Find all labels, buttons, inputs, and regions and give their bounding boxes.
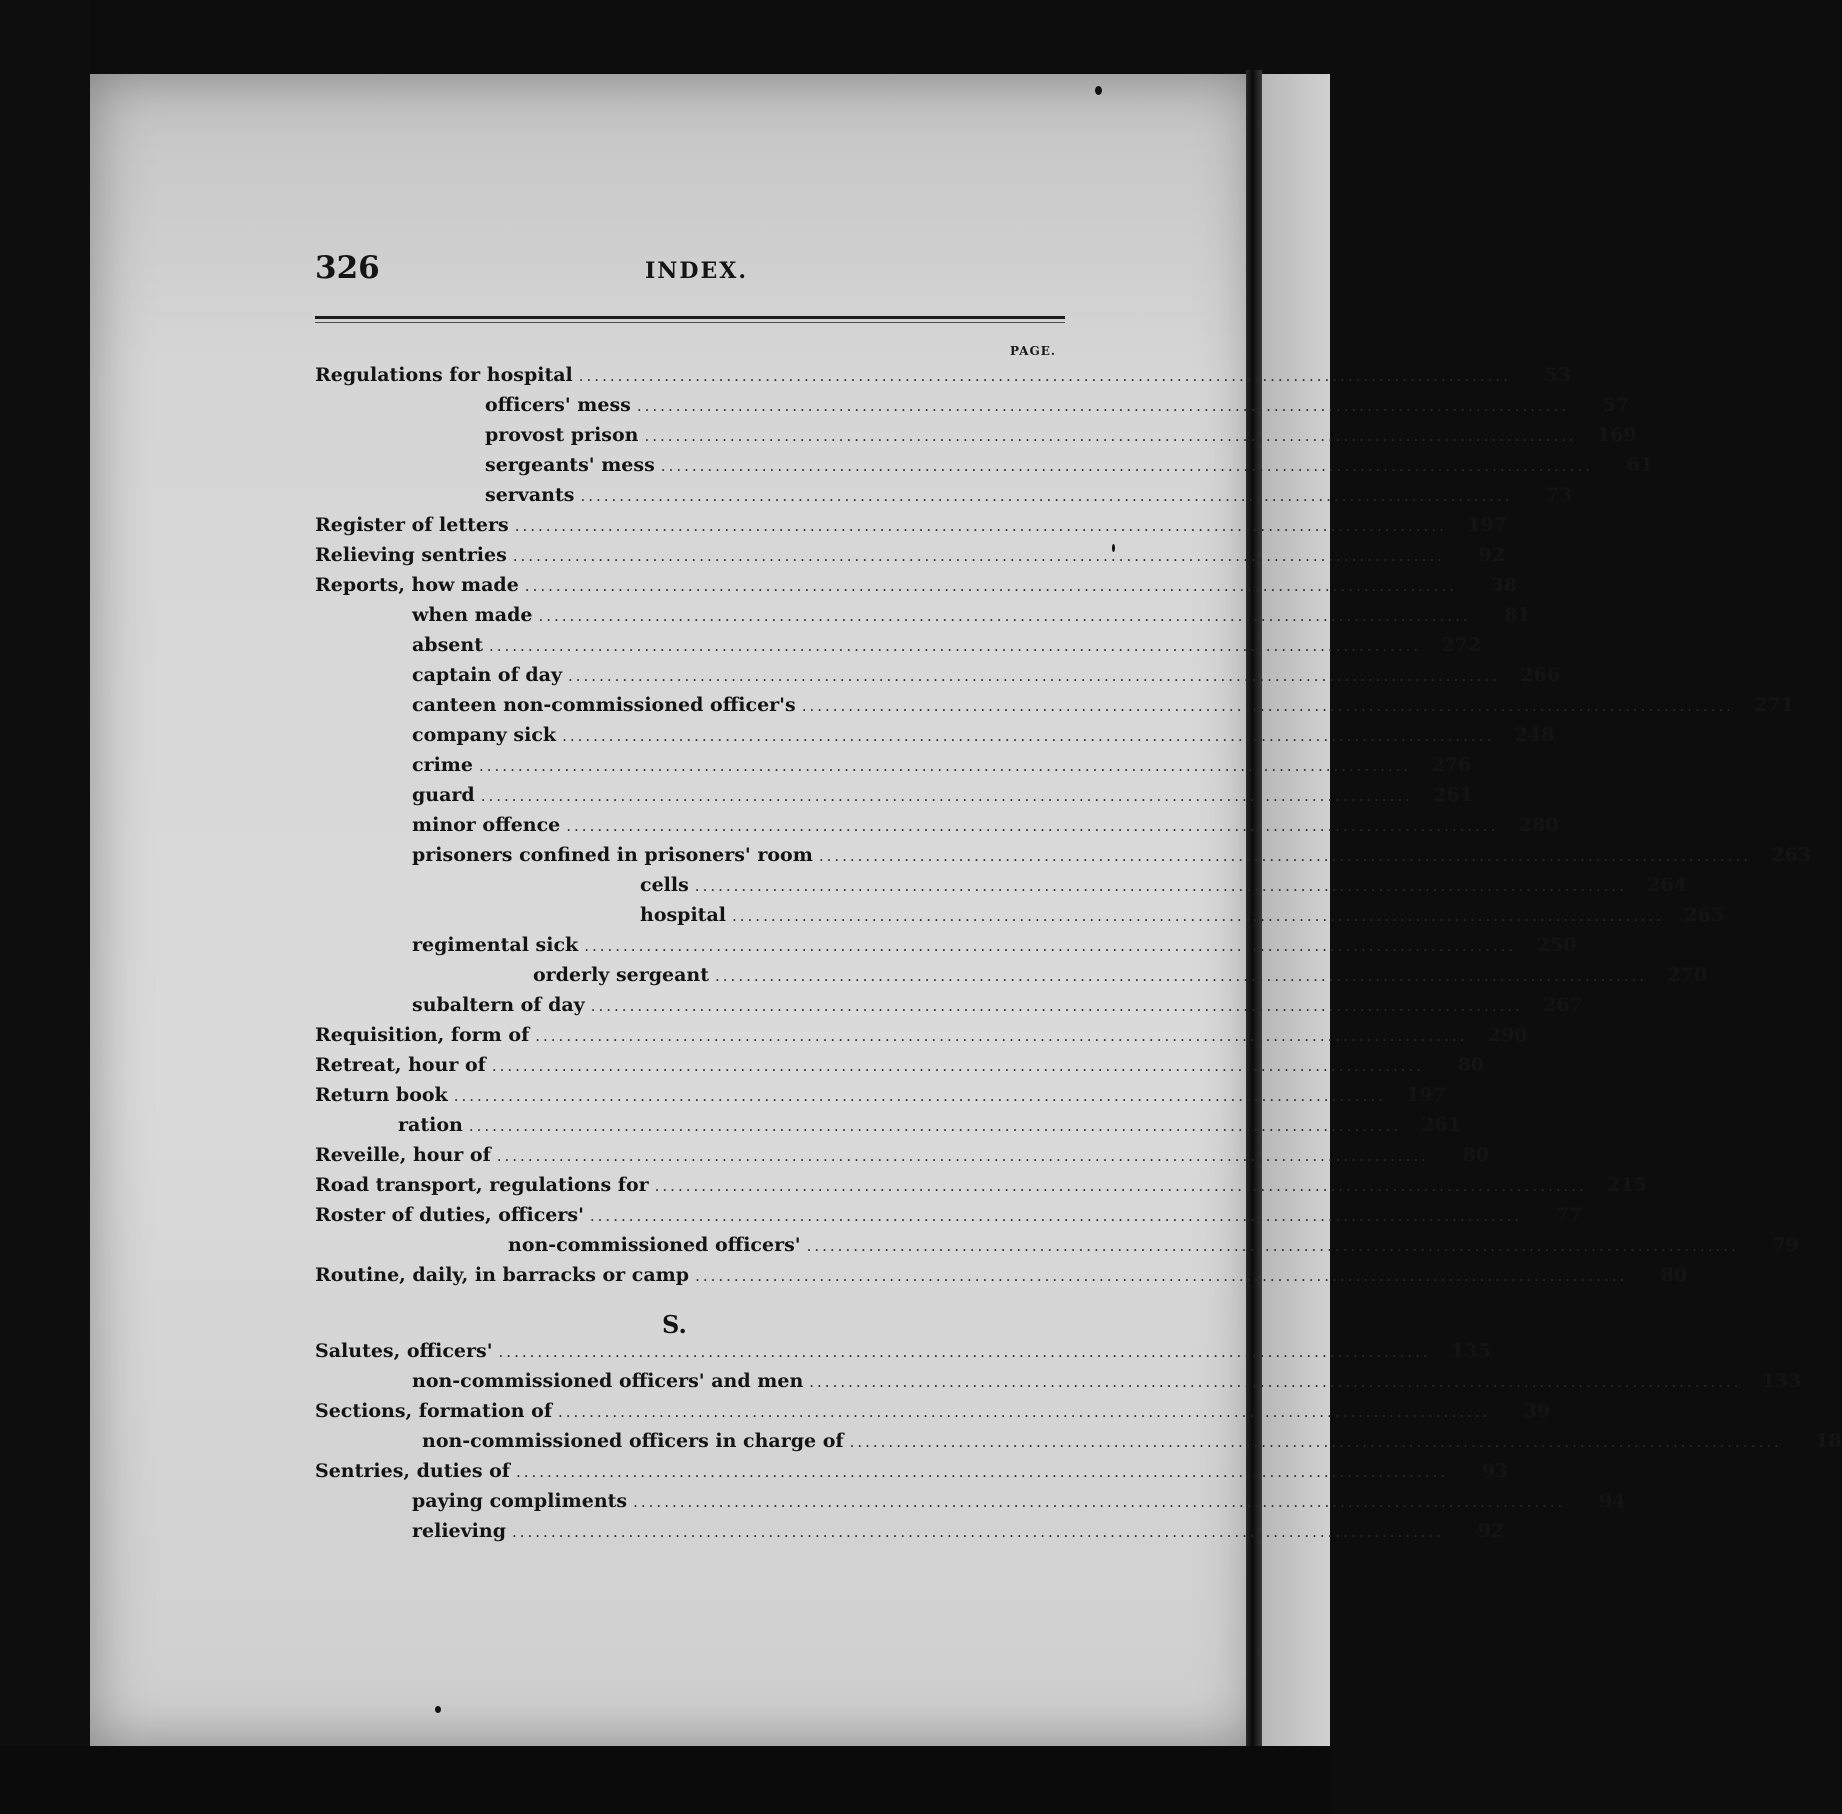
dot-leader: ........................................................................................................................ (488, 637, 1422, 655)
index-entry (412, 1370, 1802, 1400)
index-entry (315, 1340, 1491, 1370)
index-term: subaltern of day (412, 994, 585, 1016)
index-page-number: 272 (1441, 634, 1482, 656)
index-entry (315, 1264, 1688, 1294)
index-entry (485, 424, 1637, 454)
index-entry (315, 364, 1571, 394)
index-page-number: 57 (1602, 394, 1630, 416)
dot-leader: ........................................................................................................................ (498, 1343, 1431, 1361)
index-term: servants (485, 484, 575, 506)
dot-leader: ........................................................................................................................ (514, 517, 1447, 535)
index-term: paying compliments (412, 1490, 628, 1512)
index-page-number: 80 (1457, 1054, 1485, 1076)
index-term: company sick (412, 724, 557, 746)
index-term: minor offence (412, 814, 561, 836)
index-page-number: 135 (1451, 1340, 1491, 1362)
index-page-number: 80 (1462, 1144, 1489, 1166)
index-term: non-commissioned officers' (508, 1234, 801, 1256)
index-term: non-commissioned officers' and men (412, 1370, 804, 1392)
dot-leader: ........................................................................................................................ (715, 967, 1648, 985)
dot-leader: ........................................................................................................................ (480, 787, 1413, 805)
index-term: Reports, how made (315, 574, 519, 596)
index-entry (412, 784, 1473, 814)
dot-leader: ........................................................................................................................ (589, 1207, 1523, 1225)
index-term: provost prison (485, 424, 639, 446)
dot-leader: ........................................................................................................................ (524, 577, 1457, 595)
index-term: captain of day (412, 664, 562, 686)
index-entry (412, 844, 1811, 874)
index-entry (422, 1430, 1842, 1460)
index-page-number: 270 (1667, 964, 1708, 986)
scan-border-left (0, 0, 90, 1814)
dot-leader: ........................................................................................................................ (849, 1433, 1782, 1451)
index-page-number: 263 (1771, 844, 1811, 866)
index-entry (412, 814, 1559, 844)
index-entry (412, 1520, 1505, 1550)
index-term: Retreat, hour of (315, 1054, 486, 1076)
page-title: INDEX. (645, 258, 748, 284)
index-page-number: 38 (1490, 574, 1517, 596)
index-entry (412, 994, 1583, 1024)
index-page-number: 266 (1520, 664, 1561, 686)
index-term: guard (412, 784, 475, 806)
index-page-number: 169 (1596, 424, 1637, 446)
index-term: Sections, formation of (315, 1400, 552, 1422)
index-term: Relieving sentries (315, 544, 507, 566)
index-term: regimental sick (412, 934, 579, 956)
dot-leader: ........................................................................................................................ (694, 877, 1627, 895)
index-entry (315, 1204, 1583, 1234)
index-page-number: 261 (1433, 784, 1473, 806)
index-entry (533, 964, 1708, 994)
dot-leader: ........................................................................................................................ (644, 427, 1577, 445)
index-page-number: 53 (1544, 364, 1571, 386)
index-entry (412, 604, 1531, 634)
index-entry (315, 574, 1517, 604)
dot-leader: ........................................................................................................................ (479, 757, 1412, 775)
index-page-number: 39 (1523, 1400, 1551, 1422)
section-heading: S. (662, 1310, 687, 1339)
index-term: Salutes, officers' (315, 1340, 493, 1362)
index-term: Reveille, hour of (315, 1144, 491, 1166)
dot-leader: ........................................................................................................................ (566, 817, 1499, 835)
index-entry (315, 1024, 1528, 1054)
index-page-number: 197 (1406, 1084, 1446, 1106)
dot-leader: ........................................................................................................................ (654, 1177, 1587, 1195)
index-page-number: 80 (1660, 1264, 1688, 1286)
dot-leader: ........................................................................................................................ (636, 397, 1570, 415)
dot-leader: ........................................................................................................................ (511, 1523, 1445, 1541)
index-entry (412, 724, 1555, 754)
index-term: Return book (315, 1084, 448, 1106)
index-page-number: 276 (1431, 754, 1472, 776)
index-page-number: 261 (1421, 1114, 1461, 1136)
index-entry (412, 694, 1794, 724)
index-page-number: 197 (1467, 514, 1507, 536)
dot-leader: ........................................................................................................................ (558, 1403, 1491, 1421)
dot-leader: ........................................................................................................................ (453, 1087, 1386, 1105)
dot-leader: ........................................................................................................................ (806, 1237, 1739, 1255)
index-entry (315, 1144, 1489, 1174)
index-term: non-commissioned officers in charge of (422, 1430, 844, 1452)
index-page-number: 79 (1772, 1234, 1799, 1256)
page-number: 326 (315, 250, 380, 286)
index-page-number: 267 (1543, 994, 1583, 1016)
dot-leader: ........................................................................................................................ (809, 1373, 1742, 1391)
page-column-label: PAGE. (1010, 344, 1057, 358)
index-term: Requisition, form of (315, 1024, 530, 1046)
index-page-number: 271 (1754, 694, 1794, 716)
dot-leader: ........................................................................................................................ (491, 1057, 1425, 1075)
index-entry (485, 454, 1653, 484)
dot-leader: ........................................................................................................................ (468, 1117, 1401, 1135)
index-page-number: 93 (1481, 1460, 1509, 1482)
index-entry (640, 874, 1687, 904)
index-entry (315, 514, 1507, 544)
index-entry (398, 1114, 1461, 1144)
index-entry (315, 1054, 1485, 1084)
index-page-number: 94 (1598, 1490, 1626, 1512)
dot-leader: ........................................................................................................................ (512, 547, 1445, 565)
index-entry (412, 664, 1561, 694)
index-term: crime (412, 754, 473, 776)
index-term: orderly sergeant (533, 964, 710, 986)
dot-leader: ........................................................................................................................ (515, 1463, 1449, 1481)
index-page-number: 280 (1518, 814, 1559, 836)
index-page-number: 77 (1555, 1204, 1583, 1226)
index-term: Routine, daily, in barracks or camp (315, 1264, 690, 1286)
index-page-number: 92 (1477, 1520, 1505, 1542)
header-rule (315, 316, 1065, 319)
index-term: officers' mess (485, 394, 631, 416)
index-term: Roster of duties, officers' (315, 1204, 584, 1226)
index-term: when made (412, 604, 533, 626)
index-page-number: 133 (1761, 1370, 1802, 1392)
dot-leader: ........................................................................................................................ (580, 487, 1513, 505)
dot-leader: ........................................................................................................................ (695, 1267, 1628, 1285)
index-page-number: 264 (1647, 874, 1687, 896)
index-term: relieving (412, 1520, 506, 1542)
dot-leader: ........................................................................................................................ (633, 1493, 1566, 1511)
index-page-number: 81 (1504, 604, 1531, 626)
index-entry (412, 934, 1577, 964)
index-entry (485, 394, 1630, 424)
index-term: Sentries, duties of (315, 1460, 510, 1482)
index-entry (315, 1460, 1509, 1490)
index-entry (315, 1400, 1551, 1430)
index-term: prisoners confined in prisoners' room (412, 844, 813, 866)
index-term: cells (640, 874, 689, 896)
dot-leader: ........................................................................................................................ (535, 1027, 1468, 1045)
index-entry (485, 484, 1573, 514)
dot-leader: ........................................................................................................................ (732, 907, 1665, 925)
ink-speck (1095, 86, 1102, 95)
index-entry (315, 544, 1505, 574)
index-term: absent (412, 634, 483, 656)
dot-leader: ........................................................................................................................ (562, 727, 1495, 745)
index-entry (315, 1174, 1647, 1204)
dot-leader: ........................................................................................................................ (496, 1147, 1429, 1165)
dot-leader: ........................................................................................................................ (568, 667, 1501, 685)
page-header (315, 250, 1065, 290)
index-entry (508, 1234, 1799, 1264)
index-term: Register of letters (315, 514, 509, 536)
index-page-number: 73 (1546, 484, 1573, 506)
index-term: canteen non-commissioned officer's (412, 694, 796, 716)
index-page-number: 265 (1684, 904, 1725, 926)
index-entry (640, 904, 1725, 934)
index-term: ration (398, 1114, 463, 1136)
index-page-number: 215 (1607, 1174, 1647, 1196)
dot-leader: ........................................................................................................................ (660, 457, 1593, 475)
header-rule-thin (315, 322, 1065, 323)
dot-leader: ........................................................................................................................ (590, 997, 1523, 1015)
index-page-number: 290 (1487, 1024, 1528, 1046)
scan-border-bottom (0, 1746, 1330, 1814)
index-term: sergeants' mess (485, 454, 655, 476)
ink-speck (435, 1706, 441, 1713)
index-page-number: 248 (1514, 724, 1555, 746)
index-page-number: 92 (1478, 544, 1505, 566)
index-entry (412, 754, 1472, 784)
index-entry (412, 634, 1482, 664)
index-page-number: 61 (1626, 454, 1653, 476)
dot-leader: ........................................................................................................................ (538, 607, 1471, 625)
dot-leader: ........................................................................................................................ (584, 937, 1517, 955)
index-page-number: 250 (1536, 934, 1577, 956)
index-term: Road transport, regulations for (315, 1174, 649, 1196)
dot-leader: ........................................................................................................................ (801, 697, 1734, 715)
index-entry (412, 1490, 1626, 1520)
index-entry (315, 1084, 1446, 1114)
dot-leader: ........................................................................................................................ (578, 367, 1511, 385)
dot-leader: ........................................................................................................................ (818, 847, 1751, 865)
index-term: hospital (640, 904, 726, 926)
index-page-number: 18 (1815, 1430, 1842, 1452)
index-term: Regulations for hospital (315, 364, 573, 386)
